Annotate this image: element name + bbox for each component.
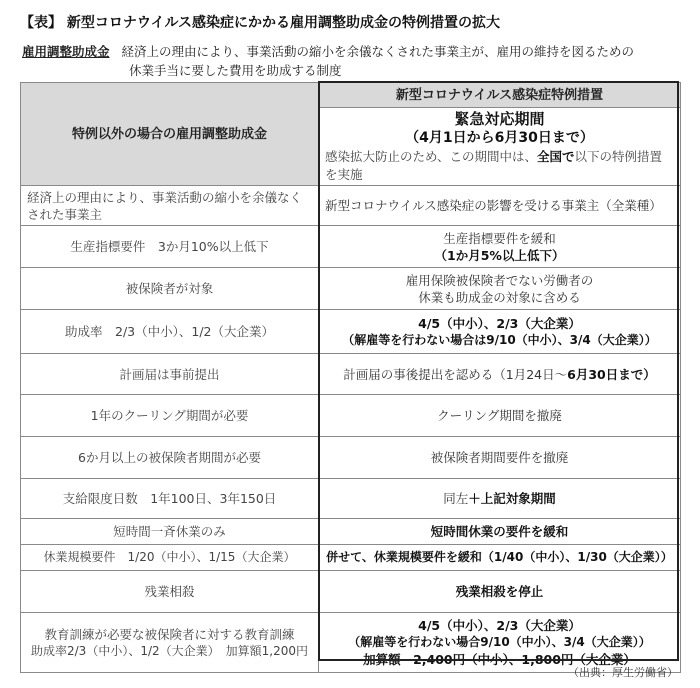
row-special: 生産指標要件を緩和 （1か月5%以上低下） (319, 226, 681, 268)
row-special: 短時間休業の要件を緩和 (319, 519, 681, 545)
row-original: 被保険者が対象 (21, 268, 319, 310)
source-note: （出典：厚生労働省） (568, 666, 678, 679)
row-special: 同左＋上記対象期間 (319, 479, 681, 519)
intro-text (22, 42, 692, 80)
row-original: 計画届は事前提出 (21, 354, 319, 395)
left-column-header: 特例以外の場合の雇用調整助成金 (21, 83, 319, 186)
row-special: 残業相殺を停止 (319, 571, 681, 613)
row-special: 併せて、休業規模要件を緩和（1/40（中小）、1/30（大企業）） (319, 545, 681, 571)
row-original: 1年のクーリング期間が必要 (21, 395, 319, 437)
table-row (21, 310, 681, 354)
table-row (21, 395, 681, 437)
row-special: 4/5（中小）、2/3（大企業） （解雇等を行わない場合9/10（中小）、3/4（大企業）） 加算額 2,400円（中小）、1,800円（大企業） (319, 613, 681, 673)
intro-line-2: 休業手当に要した費用を助成する制度 (129, 63, 342, 78)
table-row (21, 545, 681, 571)
emergency-note: 感染拡大防止のため、この期間中は、全国で以下の特例措置を実施 (325, 149, 663, 182)
table-row (21, 226, 681, 268)
row-special: 被保険者期間要件を撤廃 (319, 437, 681, 479)
table-row (21, 571, 681, 613)
row-special: 計画届の事後提出を認める（1月24日～6月30日まで） (319, 354, 681, 395)
emergency-title: 緊急対応期間 (454, 110, 545, 128)
row-original: 残業相殺 (21, 571, 319, 613)
row-original: 休業規模要件 1/20（中小）、1/15（大企業） (21, 545, 319, 571)
row-original: 6か月以上の被保険者期間が必要 (21, 437, 319, 479)
row-original: 助成率 2/3（中小）、1/2（大企業） (21, 310, 319, 354)
table-row (21, 186, 681, 226)
table-row (21, 437, 681, 479)
row-special: 4/5（中小）、2/3（大企業） （解雇等を行わない場合は9/10（中小）、3/4（大企業）） (319, 310, 681, 354)
row-original: 生産指標要件 3か月10%以上低下 (21, 226, 319, 268)
table-row (21, 268, 681, 310)
right-column-header: 新型コロナウイルス感染症特例措置 (319, 83, 681, 108)
row-special: 新型コロナウイルス感染症の影響を受ける事業主（全業種） (319, 186, 681, 226)
row-original: 短時間一斉休業のみ (21, 519, 319, 545)
emergency-dates: （4月1日から6月30日まで） (405, 130, 594, 146)
table-row (21, 354, 681, 395)
table-row (21, 479, 681, 519)
row-original: 経済上の理由により、事業活動の縮小を余儀なくされた事業主 (21, 186, 319, 226)
row-original: 支給限度日数 1年100日、3年150日 (21, 479, 319, 519)
intro-label: 雇用調整助成金 (22, 44, 110, 59)
emergency-period-cell (319, 108, 681, 186)
row-original: 教育訓練が必要な被保険者に対する教育訓練 助成率2/3（中小）、1/2（大企業） 加算額1,200円 (21, 613, 319, 673)
intro-line-1: 経済上の理由により、事業活動の縮小を余儀なくされた事業主が、雇用の維持を図るための (121, 44, 635, 59)
table-row (21, 519, 681, 545)
table-title: 【表】 新型コロナウイルス感染症にかかる雇用調整助成金の特例措置の拡大 (20, 15, 501, 31)
row-special: クーリング期間を撤廃 (319, 395, 681, 437)
row-special: 雇用保険被保険者でない労働者の 休業も助成金の対象に含める (319, 268, 681, 310)
comparison-table (20, 82, 681, 673)
